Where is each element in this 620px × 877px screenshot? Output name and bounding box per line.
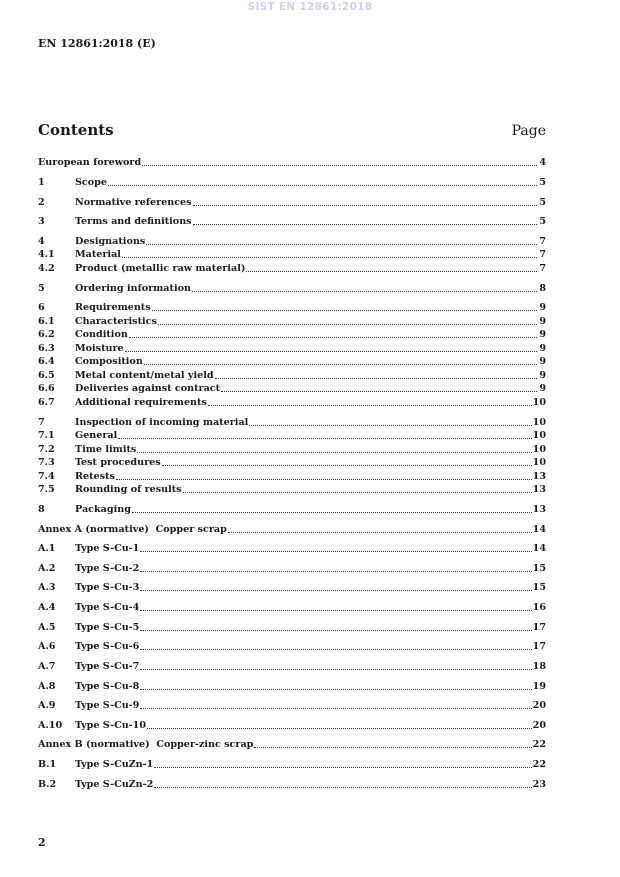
- toc-entry-number: 6.3: [38, 343, 55, 354]
- toc-dot-leader: [154, 767, 531, 768]
- toc-entry-number: A.4: [38, 602, 56, 613]
- toc-entry-page: 17: [532, 622, 546, 633]
- toc-entry[interactable]: [38, 263, 546, 275]
- toc-entry-page: 9: [539, 343, 546, 354]
- toc-entry-number: 7.3: [38, 457, 55, 468]
- toc-dot-leader: [118, 438, 531, 439]
- toc-entry-number: A.5: [38, 622, 56, 633]
- toc-entry-number: A.3: [38, 582, 56, 593]
- toc-entry-title: Type S-Cu-6: [75, 641, 140, 652]
- toc-dot-leader: [147, 728, 532, 729]
- toc-dot-leader: [249, 425, 531, 426]
- toc-entry-page: 20: [532, 700, 546, 711]
- toc-dot-leader: [137, 452, 531, 453]
- toc-entry-page: 13: [532, 484, 546, 495]
- toc-dot-leader: [108, 185, 537, 186]
- toc-entry[interactable]: [38, 329, 546, 341]
- toc-entry-number: 5: [38, 283, 45, 294]
- toc-entry-title: Rounding of results: [75, 484, 182, 495]
- toc-entry-title: Moisture: [75, 343, 124, 354]
- toc-dot-leader: [140, 590, 531, 591]
- toc-dot-leader: [140, 649, 531, 650]
- toc-entry[interactable]: [38, 484, 546, 496]
- toc-entry-title: Type S-Cu-1: [75, 543, 140, 554]
- toc-entry-title: Type S-Cu-4: [75, 602, 140, 613]
- toc-entry-title: Ordering information: [75, 283, 191, 294]
- toc-entry-title: Material: [75, 249, 121, 260]
- toc-entry-page: 7: [539, 236, 546, 247]
- toc-dot-leader: [132, 512, 532, 513]
- toc-dot-leader: [192, 291, 537, 292]
- toc-entry-page: 9: [539, 302, 546, 313]
- toc-entry[interactable]: [38, 197, 546, 209]
- contents-title: Contents: [38, 121, 114, 139]
- toc-entry-number: A.1: [38, 543, 56, 554]
- toc-entry-page: 15: [532, 582, 546, 593]
- toc-entry[interactable]: [38, 444, 546, 456]
- toc-entry[interactable]: [38, 216, 546, 228]
- toc-entry-title: Designations: [75, 236, 146, 247]
- toc-entry[interactable]: [38, 397, 546, 409]
- toc-entry-page: 22: [532, 739, 546, 750]
- toc-entry[interactable]: [38, 524, 546, 536]
- toc-dot-leader: [183, 492, 532, 493]
- toc-entry-number: B.1: [38, 759, 57, 770]
- toc-entry-page: 13: [532, 504, 546, 515]
- toc-entry-title: Retests: [75, 471, 115, 482]
- toc-entry[interactable]: [38, 739, 546, 751]
- toc-entry[interactable]: [38, 417, 546, 429]
- toc-dot-leader: [129, 337, 537, 338]
- toc-entry-number: A.2: [38, 563, 56, 574]
- page-column-label: Page: [511, 123, 546, 139]
- toc-entry-title: Requirements: [75, 302, 151, 313]
- toc-dot-leader: [228, 532, 532, 533]
- toc-entry-number: 6.2: [38, 329, 55, 340]
- toc-dot-leader: [125, 351, 537, 352]
- toc-entry-page: 5: [539, 216, 546, 227]
- toc-entry-title: Type S-CuZn-2: [75, 779, 154, 790]
- toc-entry-title: Product (metallic raw material): [75, 263, 246, 274]
- toc-entry-title: Test procedures: [75, 457, 161, 468]
- toc-entry[interactable]: [38, 283, 546, 295]
- toc-entry[interactable]: [38, 622, 546, 634]
- toc-entry-title: Annex B (normative) Copper-zinc scrap: [38, 739, 254, 750]
- toc-entry-page: 13: [532, 471, 546, 482]
- toc-entry[interactable]: [38, 316, 546, 328]
- toc-entry-title: Composition: [75, 356, 143, 367]
- toc-dot-leader: [246, 271, 537, 272]
- toc-entry-page: 7: [539, 263, 546, 274]
- toc-dot-leader: [152, 310, 537, 311]
- toc-entry[interactable]: [38, 504, 546, 516]
- toc-entry-title: Type S-Cu-8: [75, 681, 140, 692]
- toc-entry[interactable]: [38, 543, 546, 555]
- toc-entry-title: Type S-Cu-2: [75, 563, 140, 574]
- toc-dot-leader: [140, 630, 531, 631]
- toc-entry-number: A.10: [38, 720, 63, 731]
- toc-entry[interactable]: [38, 343, 546, 355]
- toc-dot-leader: [221, 391, 537, 392]
- toc-entry-number: 7: [38, 417, 45, 428]
- toc-entry-number: 6.6: [38, 383, 55, 394]
- toc-entry-page: 16: [532, 602, 546, 613]
- toc-entry-number: A.9: [38, 700, 56, 711]
- toc-entry[interactable]: [38, 236, 546, 248]
- toc-entry[interactable]: [38, 370, 546, 382]
- toc-entry-title: Type S-Cu-10: [75, 720, 147, 731]
- toc-entry-number: 3: [38, 216, 45, 227]
- toc-entry-title: Type S-Cu-5: [75, 622, 140, 633]
- toc-entry[interactable]: [38, 681, 546, 693]
- toc-entry-title: Annex A (normative) Copper scrap: [38, 524, 227, 535]
- toc-dot-leader: [140, 689, 531, 690]
- toc-entry-page: 22: [532, 759, 546, 770]
- toc-entry-page: 10: [532, 397, 546, 408]
- toc-entry-number: A.8: [38, 681, 56, 692]
- toc-dot-leader: [146, 244, 537, 245]
- toc-entry[interactable]: [38, 700, 546, 712]
- toc-entry-number: A.7: [38, 661, 56, 672]
- toc-dot-leader: [215, 378, 537, 379]
- toc-dot-leader: [254, 747, 531, 748]
- toc-entry-number: 2: [38, 197, 45, 208]
- toc-entry-page: 9: [539, 316, 546, 327]
- toc-entry[interactable]: [38, 157, 546, 169]
- toc-entry-page: 17: [532, 641, 546, 652]
- toc-entry-title: Type S-Cu-3: [75, 582, 140, 593]
- toc-entry-title: European foreword: [38, 157, 142, 168]
- toc-dot-leader: [193, 224, 537, 225]
- toc-entry-page: 18: [532, 661, 546, 672]
- toc-entry-number: 1: [38, 177, 45, 188]
- toc-entry[interactable]: [38, 383, 546, 395]
- toc-entry[interactable]: [38, 249, 546, 261]
- toc-entry-page: 23: [532, 779, 546, 790]
- toc-dot-leader: [122, 257, 537, 258]
- page-number: 2: [38, 836, 46, 849]
- toc-entry-title: Packaging: [75, 504, 131, 515]
- toc-entry[interactable]: [38, 602, 546, 614]
- toc-dot-leader: [142, 165, 537, 166]
- toc-entry-number: 6.7: [38, 397, 55, 408]
- toc-entry-page: 8: [539, 283, 546, 294]
- toc-entry-number: 7.5: [38, 484, 55, 495]
- toc-entry[interactable]: [38, 661, 546, 673]
- toc-entry[interactable]: [38, 759, 546, 771]
- toc-entry-title: Deliveries against contract: [75, 383, 221, 394]
- toc-dot-leader: [140, 610, 531, 611]
- toc-entry-title: General: [75, 430, 118, 441]
- toc-entry-page: 5: [539, 177, 546, 188]
- toc-entry[interactable]: [38, 471, 546, 483]
- toc-entry-page: 4: [539, 157, 546, 168]
- toc-entry-page: 5: [539, 197, 546, 208]
- toc-entry[interactable]: [38, 641, 546, 653]
- toc-entry-number: 7.1: [38, 430, 55, 441]
- toc-entry-title: Condition: [75, 329, 128, 340]
- toc-entry-page: 9: [539, 356, 546, 367]
- toc-dot-leader: [140, 669, 531, 670]
- toc-entry-page: 9: [539, 329, 546, 340]
- contents-header: [38, 121, 546, 139]
- toc-dot-leader: [140, 551, 531, 552]
- toc-entry-title: Time limits: [75, 444, 137, 455]
- toc-entry-page: 9: [539, 383, 546, 394]
- toc-entry-title: Normative references: [75, 197, 192, 208]
- toc-dot-leader: [140, 571, 531, 572]
- toc-dot-leader: [162, 465, 532, 466]
- toc-entry-number: 7.2: [38, 444, 55, 455]
- toc-entry[interactable]: [38, 582, 546, 594]
- toc-entry-number: 6.5: [38, 370, 55, 381]
- toc-entry-number: 8: [38, 504, 45, 515]
- toc-entry[interactable]: [38, 302, 546, 314]
- toc-entry-title: Type S-Cu-7: [75, 661, 140, 672]
- toc-entry-title: Inspection of incoming material: [75, 417, 249, 428]
- toc-entry[interactable]: [38, 779, 546, 791]
- toc-entry-title: Additional requirements: [75, 397, 207, 408]
- toc-entry-number: 6.4: [38, 356, 55, 367]
- toc-dot-leader: [154, 787, 531, 788]
- toc-entry-title: Characteristics: [75, 316, 157, 327]
- document-id: EN 12861:2018 (E): [38, 37, 156, 50]
- toc-entry-page: 10: [532, 444, 546, 455]
- toc-entry-page: 14: [532, 524, 546, 535]
- toc-entry-number: 4.2: [38, 263, 55, 274]
- toc-entry[interactable]: [38, 720, 546, 732]
- toc-dot-leader: [140, 708, 531, 709]
- toc-entry[interactable]: [38, 430, 546, 442]
- toc-entry-number: 6: [38, 302, 45, 313]
- toc-entry-page: 20: [532, 720, 546, 731]
- toc-entry-page: 10: [532, 417, 546, 428]
- toc-entry-page: 15: [532, 563, 546, 574]
- toc-dot-leader: [208, 405, 532, 406]
- toc-entry-page: 14: [532, 543, 546, 554]
- toc-entry-page: 7: [539, 249, 546, 260]
- toc-entry-number: A.6: [38, 641, 56, 652]
- toc-entry-number: 6.1: [38, 316, 55, 327]
- toc-entry[interactable]: [38, 177, 546, 189]
- toc-entry-page: 19: [532, 681, 546, 692]
- toc-entry-page: 10: [532, 457, 546, 468]
- toc-entry-number: 7.4: [38, 471, 55, 482]
- toc-entry-number: 4.1: [38, 249, 55, 260]
- toc-entry[interactable]: [38, 563, 546, 575]
- toc-entry-title: Type S-Cu-9: [75, 700, 140, 711]
- toc-entry[interactable]: [38, 457, 546, 469]
- toc-dot-leader: [116, 479, 532, 480]
- toc-dot-leader: [193, 205, 537, 206]
- toc-entry-title: Metal content/metal yield: [75, 370, 214, 381]
- toc-dot-leader: [158, 324, 537, 325]
- toc-entry-page: 9: [539, 370, 546, 381]
- toc-entry-title: Terms and definitions: [75, 216, 192, 227]
- toc-entry-number: 4: [38, 236, 45, 247]
- toc-entry-title: Scope: [75, 177, 107, 188]
- toc-entry[interactable]: [38, 356, 546, 368]
- toc-dot-leader: [144, 364, 537, 365]
- watermark: SIST EN 12861:2018: [247, 1, 373, 13]
- toc-entry-title: Type S-CuZn-1: [75, 759, 154, 770]
- toc-entry-page: 10: [532, 430, 546, 441]
- toc-entry-number: B.2: [38, 779, 57, 790]
